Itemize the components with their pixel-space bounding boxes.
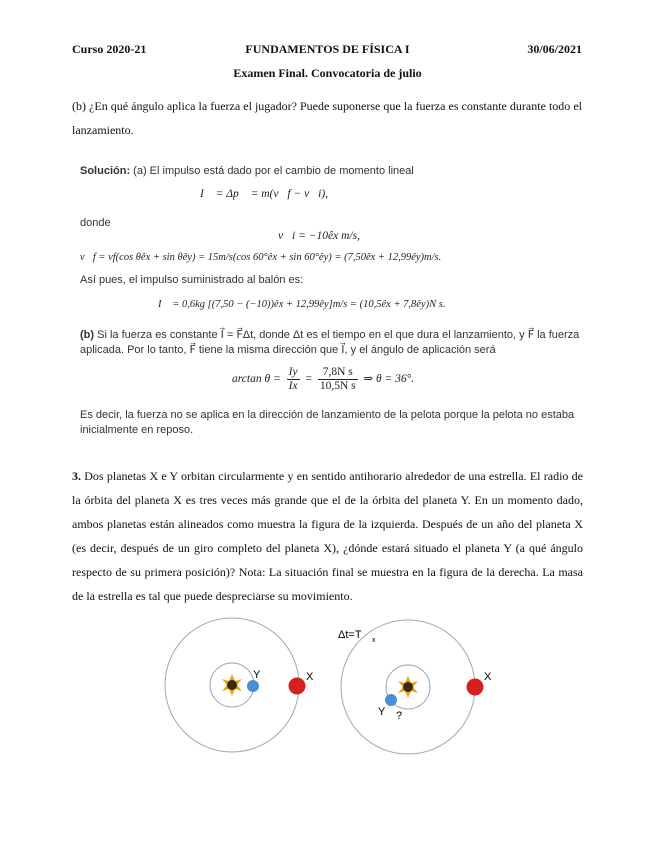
solution-part-b: [80, 328, 585, 358]
left-planet-y: [247, 680, 259, 692]
left-star-icon: [222, 674, 242, 696]
left-label-y: Y: [253, 669, 261, 681]
solution-conclusion: Es decir, la fuerza no se aplica en la dirección de lanzamiento de la pelota porque la pelota no estaba inicialmente en reposo.: [80, 409, 575, 436]
orbits-figure: [150, 612, 510, 762]
equation-angle: [232, 366, 414, 393]
problem-3-text: Dos planetas X e Y orbitan circularmente y en sentido antihorario alrededor de una estrella. El radio de la órbita del planeta X es tres veces más grande que el de la órbita del planeta Y. En un momento dado, ambos planetas están alineados como muestra la figura de la izquierda. Después de un año del planeta X (es decir, después de un giro completo del planeta X), ¿dónde estará situado el planeta Y (a qué ángulo respecto de su primera posición)? Nota: La situación final se muestra en la figura de la derecha. La masa de la estrella es tal que puede despreciarse su movimiento.: [72, 469, 583, 603]
eq-tan-right: ⇒ θ = 36°.: [363, 373, 415, 386]
right-planet-x: [467, 679, 484, 696]
equation-impulse-value: I⃗ = 0,6kg [(7,50 − (−10))êx + 12,99êy]m/s = (10,5êx + 7,8êy)N s.: [158, 299, 446, 310]
problem-3: [72, 464, 583, 608]
right-label-dt-sub: x: [372, 637, 376, 644]
question-b-text: (b) ¿En qué ángulo aplica la fuerza el jugador? Puede suponerse que la fuerza es constante durante todo el lanzamiento.: [72, 99, 582, 137]
fraction-values: [318, 366, 358, 393]
right-label-dt: Δt=T: [338, 629, 362, 641]
eq-den-value: 10,5N s: [319, 380, 356, 392]
donde-text: donde: [80, 217, 111, 229]
solution-label: Solución:: [80, 165, 131, 177]
left-panel: [165, 618, 314, 752]
eq-equals: =: [305, 373, 312, 386]
equation-vf: v⃗f = vf(cos θêx + sin θêy) = 15m/s(cos 60°êx + sin 60°êy) = (7,50êx + 12,99êy)m/s.: [80, 252, 442, 263]
exam-title: FUNDAMENTOS DE FÍSICA I: [245, 42, 410, 56]
solution-intro: [80, 164, 580, 179]
solution-b-text: Si la fuerza es constante I⃗ = F⃗Δt, donde Δt es el tiempo en el que dura el lanzamiento, y F⃗ la fuerza aplicada. Por lo tanto, F⃗ tiene la misma dirección que I⃗, y el ángulo de aplicación será: [80, 329, 580, 356]
equation-vi: v⃗i = −10êx m/s,: [278, 230, 360, 242]
eq-tan-left: arctan θ =: [232, 373, 281, 386]
solution-b-label: (b): [80, 329, 95, 341]
right-label-y: Y: [378, 706, 386, 718]
asi-pues-text: Así pues, el impulso suministrado al balón es:: [80, 274, 304, 286]
right-panel: [338, 620, 492, 754]
eq-num-iy: Iy: [288, 366, 298, 378]
left-planet-x: [289, 678, 306, 695]
eq-den-ix: Ix: [288, 380, 298, 392]
exam-subtitle: Examen Final. Convocatoria de julio: [233, 66, 422, 80]
eq-num-value: 7,8N s: [318, 366, 358, 380]
fraction-iy-ix: [287, 366, 300, 393]
right-star-icon: [398, 676, 418, 698]
exam-date: 30/06/2021: [527, 42, 582, 56]
right-planet-y: [385, 694, 397, 706]
right-label-x: X: [484, 671, 492, 683]
solution-intro-text: (a) El impulso está dado por el cambio de momento lineal: [133, 165, 414, 177]
equation-impulse: I⃗ = Δp⃗ = m(v⃗f − v⃗i),: [200, 188, 329, 200]
problem-3-number: 3.: [72, 469, 81, 483]
right-label-q: ?: [396, 710, 403, 722]
course-label: Curso 2020-21: [72, 42, 147, 56]
left-label-x: X: [306, 671, 314, 683]
